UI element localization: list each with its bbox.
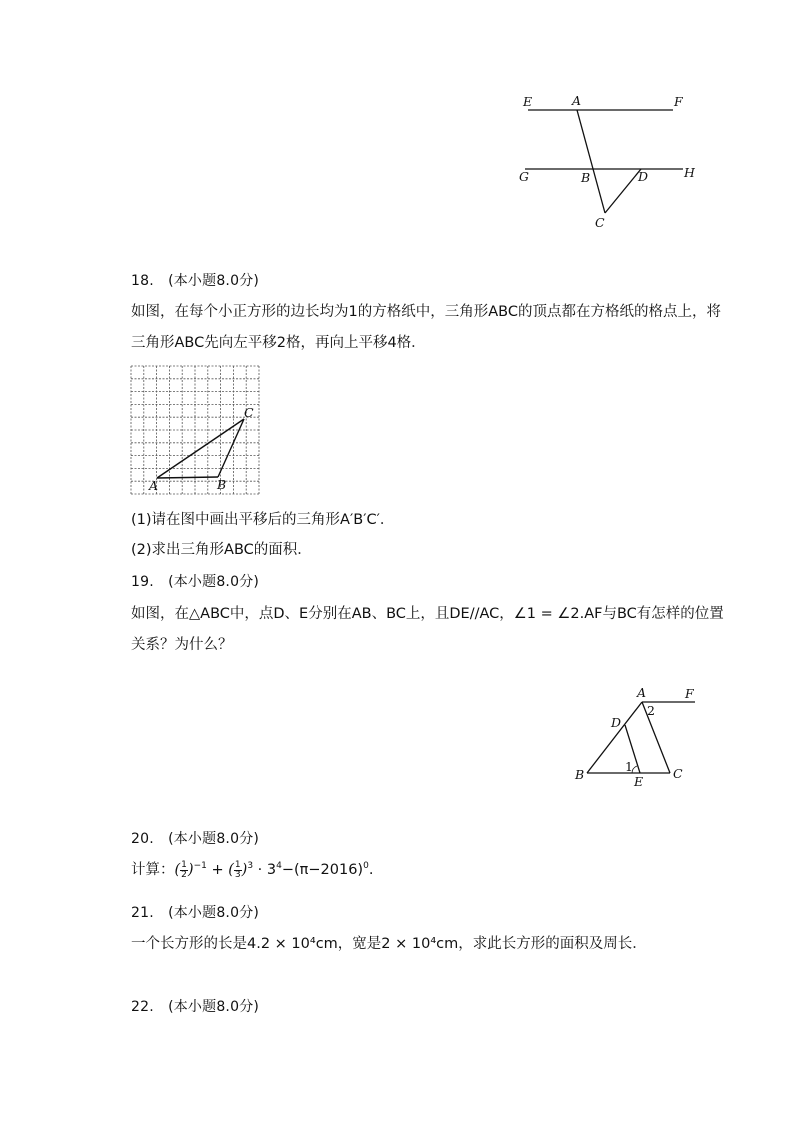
fig19-label-e: E	[634, 774, 644, 789]
segment-ab	[157, 477, 218, 478]
segment-ac	[577, 110, 605, 213]
label-c: C	[595, 215, 605, 230]
q18-sub2: (2)求出三角形ABC的面积．	[131, 542, 312, 558]
q20-expr-end: −(π−2016)	[281, 862, 364, 878]
grid-label-c: C	[244, 405, 254, 420]
label-a: A	[572, 93, 582, 108]
grid-label-a: A	[149, 478, 159, 493]
label-f: F	[674, 94, 683, 109]
q21-text: 一个长方形的长是4.2 × 10⁴cm，宽是2 × 10⁴cm，求此长方形的面积及周长．	[131, 936, 647, 952]
q20-prefix: 计算：	[131, 862, 175, 878]
segment-cd	[605, 169, 641, 213]
fig19-label-d: D	[611, 715, 622, 730]
figure-parallel-lines	[505, 88, 705, 233]
q18-header: 18. (本小题8.0分)	[131, 273, 260, 289]
fig19-label-c: C	[673, 766, 683, 781]
grid-label-b: B	[217, 477, 227, 492]
label-g: G	[519, 169, 529, 184]
fig19-label-1: 1	[625, 759, 633, 774]
label-d: D	[638, 169, 649, 184]
q18-sub1: (1)请在图中画出平移后的三角形A′B′C′．	[131, 512, 395, 528]
q19-text-line1: 如图，在△ABC中，点D、E分别在AB、BC上，且DE//AC，∠1 = ∠2.AF与BC有怎样的位置	[131, 606, 724, 622]
fig19-label-b: B	[575, 767, 585, 782]
fig19-label-2: 2	[647, 703, 655, 718]
fig19-label-f: F	[685, 686, 694, 701]
q20-header: 20. (本小题8.0分)	[131, 831, 260, 847]
segment-ab	[587, 702, 642, 773]
grid-figure	[130, 365, 260, 495]
q22-header: 22. (本小题8.0分)	[131, 999, 260, 1015]
triangle-figure	[570, 682, 700, 792]
label-b: B	[581, 170, 591, 185]
q19-text-line2: 关系？为什么？	[131, 637, 233, 653]
label-e: E	[523, 94, 533, 109]
q18-text-line2: 三角形ABC先向左平移2格，再向上平移4格．	[131, 335, 426, 351]
q21-header: 21. (本小题8.0分)	[131, 905, 260, 921]
label-h: H	[684, 165, 695, 180]
fig19-label-a: A	[637, 685, 647, 700]
q20-expression: 计算：( $\frac{1}{2}$ )$^{-1}$ + ( $\frac{1}{3}$ )$^3 \cdot 3^4-(\pi-2016)^0$.	[131, 859, 374, 880]
q19-header: 19. (本小题8.0分)	[131, 574, 260, 590]
q18-text-line1: 如图，在每个小正方形的边长均为1的方格纸中，三角形ABC的顶点都在方格纸的格点上，将	[131, 304, 721, 320]
